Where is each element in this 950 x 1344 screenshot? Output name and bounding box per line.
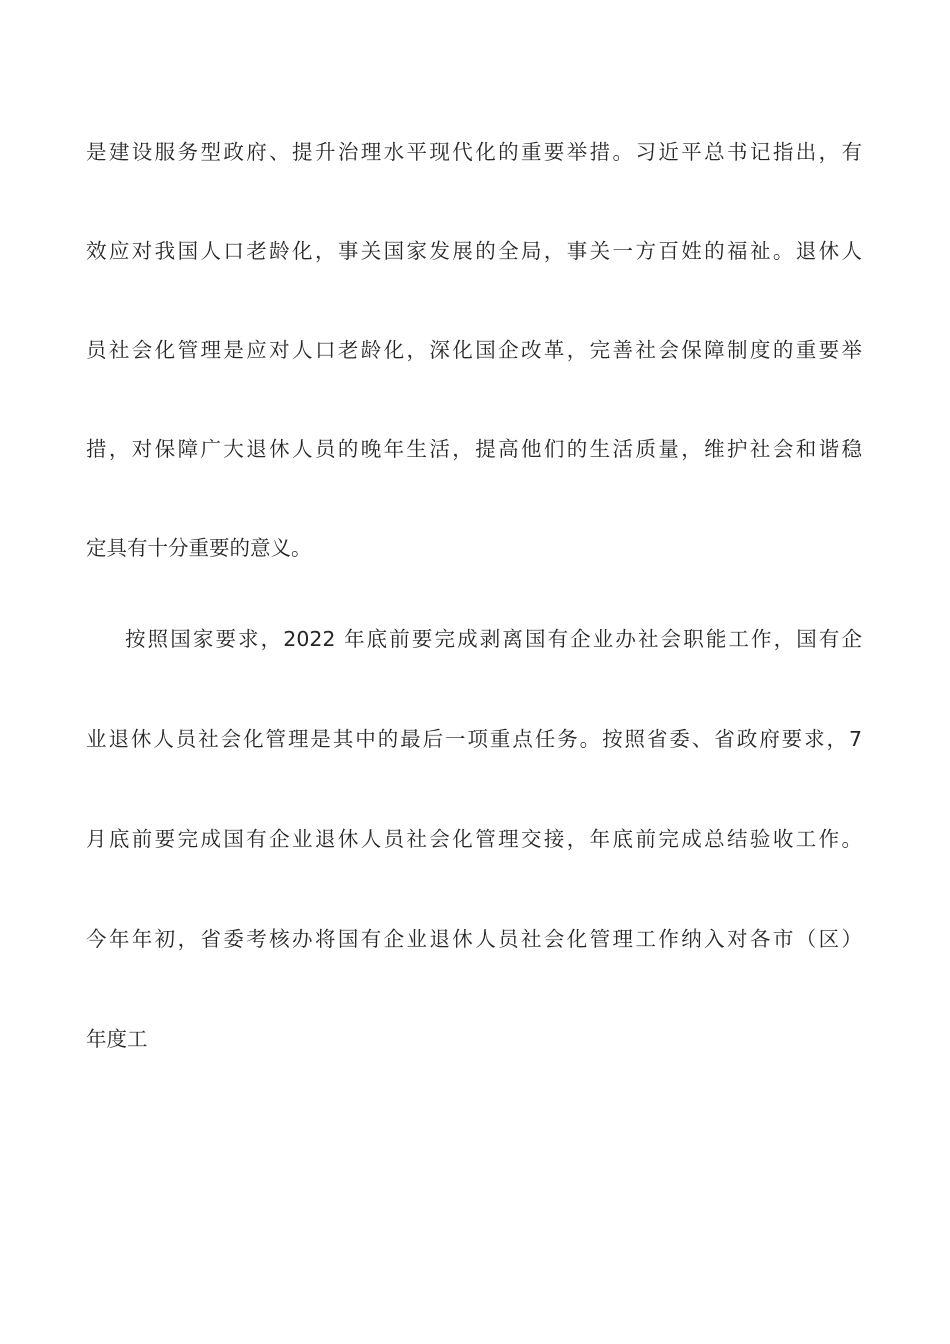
paragraph-line: 月底前要完成国有企业退休人员社会化管理交接，年底前完成总结验收工作。 [86, 827, 862, 851]
paragraph-line: 年度工 [86, 1027, 148, 1051]
paragraph-line: 按照国家要求，2022 年底前要完成剥离国有企业办社会职能工作，国有企 [125, 627, 862, 651]
paragraph-line: 措，对保障广大退休人员的晚年生活，提高他们的生活质量，维护社会和谐稳 [86, 437, 862, 461]
paragraph-line: 定具有十分重要的意义。 [86, 536, 312, 560]
paragraph-line: 员社会化管理是应对人口老龄化，深化国企改革，完善社会保障制度的重要举 [86, 338, 862, 362]
paragraph-line: 效应对我国人口老龄化，事关国家发展的全局，事关一方百姓的福祉。退休人 [86, 239, 862, 263]
paragraph-line: 业退休人员社会化管理是其中的最后一项重点任务。按照省委、省政府要求，7 [86, 727, 862, 751]
paragraph-line: 今年年初，省委考核办将国有企业退休人员社会化管理工作纳入对各市（区） [86, 927, 862, 951]
paragraph-line: 是建设服务型政府、提升治理水平现代化的重要举措。习近平总书记指出，有 [86, 140, 862, 164]
